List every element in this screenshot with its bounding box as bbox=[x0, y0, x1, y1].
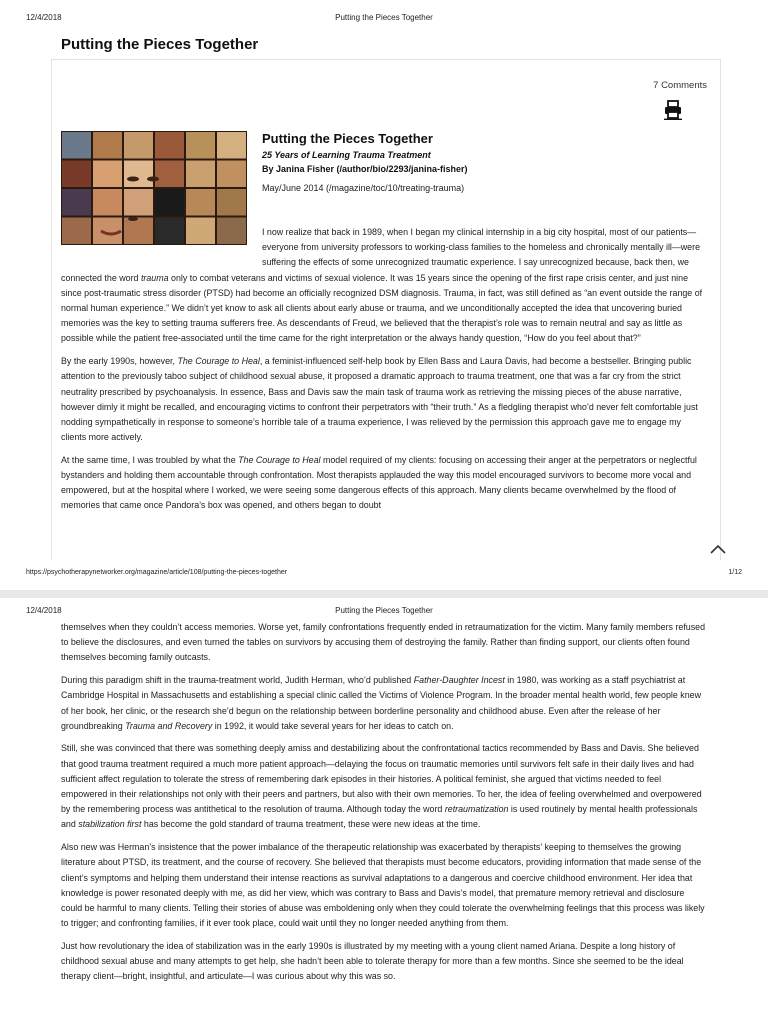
text-run: During this paradigm shift in the trauma-treatment world, Judith Herman, who’d published bbox=[61, 675, 414, 686]
print-page-number: 1/12 bbox=[728, 569, 742, 576]
italic-title-run: trauma bbox=[140, 272, 169, 283]
print-doc-title: Putting the Pieces Together bbox=[335, 13, 433, 22]
print-doc-title-page-2: Putting the Pieces Together bbox=[335, 606, 433, 615]
italic-title-run: The Courage to Heal bbox=[177, 356, 260, 367]
comments-link[interactable]: 7 Comments bbox=[653, 80, 707, 91]
print-date-page-2: 12/4/2018 bbox=[26, 606, 62, 615]
text-run: only to combat veterans and victims of sexual violence. It was 15 years since the opening of the first rape crisis center, and just nine since post-traumatic stress disorder (PTSD) had become an officially recognized DSM diagnosis. Trauma, in fact, was still defined as “an event outside the range of normal human experience.” We didn’t yet know to ask all clients about early abuse or trauma, and we unconditionally accepted the idea that uncovering buried memories was the key to setting trauma sufferers free. As descendants of Freud, we believed that the therapist’s role was to remain neutral and say as little as possible while the patient free-associated until the time came for the right interpretation or the always handy question, “How do you feel about that?” bbox=[61, 272, 703, 344]
pdf-page-2 bbox=[0, 598, 768, 1024]
image-wrap-spacer bbox=[61, 225, 262, 270]
italic-title-run: stabilization first bbox=[78, 819, 142, 830]
text-run: is used routinely by mental health professionals and bbox=[61, 804, 698, 830]
text-run: , a feminist-influenced self-help book by Ellen Bass and Laura Davis, had become a bestseller. Bringing public attention to the previously taboo subject of childhood sexual abuse, it proposed a dramatic approach to trauma treatment, one that was a far cry from the strict neutrality prescribed by psychoanalysis. In essence, Bass and Davis saw the main task of trauma work as retrieving the missing pieces of the abuse narrative, however dimly it might be recalled, and encouraging victims to confront their perpetrators with “their truth.” As a fledgling therapist who’d never felt comfortable just nodding sympathetically in response to someone’s horrible tale of a trauma experience, I was relieved by the permission this approach gave me to engage my clients more actively. bbox=[61, 356, 698, 443]
article-title: Putting the Pieces Together bbox=[262, 131, 433, 146]
paragraph bbox=[61, 354, 708, 445]
italic-title-run: Father-Daughter Incest bbox=[413, 675, 505, 686]
paragraph bbox=[61, 939, 708, 985]
text-run: in 1992, it would take several years for her ideas to catch on. bbox=[212, 720, 454, 731]
paragraph bbox=[61, 620, 708, 666]
article-subtitle: 25 Years of Learning Trauma Treatment bbox=[262, 150, 431, 160]
chevron-up-icon[interactable] bbox=[710, 544, 726, 554]
paragraph bbox=[61, 741, 708, 832]
article-paragraphs-continued bbox=[61, 620, 708, 984]
text-run: themselves when they couldn’t access memories. Worse yet, family confrontations frequently ended in retraumatization for the victim. Many family members refused to believe the disclosures, and even turned the tables on survivors by accusing them of destroying the family. Rather than finding support, our clients often found themselves becoming family outcasts. bbox=[61, 622, 706, 663]
page-separator bbox=[0, 590, 768, 598]
paragraph bbox=[61, 840, 708, 931]
text-run: Just how revolutionary the idea of stabilization was in the early 1990s is illustrated by my meeting with a young client named Ariana. Despite a long history of childhood sexual abuse and many attempts to get help, she hadn’t been able to tolerate therapy for more than a few months. Since she seemed to be the ideal therapy client—bright, insightful, and articulate—I was curious about why this was so. bbox=[61, 940, 684, 982]
site-title: Putting the Pieces Together bbox=[61, 36, 259, 53]
text-run: At the same time, I was troubled by what the bbox=[61, 454, 239, 465]
italic-title-run: The Courage to Heal bbox=[238, 454, 321, 465]
article-body-page-1 bbox=[61, 225, 708, 533]
italic-title-run: Trauma and Recovery bbox=[125, 720, 213, 731]
text-run: I now realize that back in 1989, when I began my clinical internship in a big city hospital, most of our patients—everyone from university professors to working-class families to the homeless and chronically mentally ill—were suffering the effects of some unrecognized traumatic experience. I say unrecognized because, back then, we connected the word bbox=[61, 227, 701, 283]
paragraph bbox=[61, 453, 708, 514]
print-footer-url: https://psychotherapynetworker.org/magazine/article/108/putting-the-pieces-together bbox=[26, 569, 288, 576]
text-run: in 1980, was working as a staff psychiatrist at Cambridge Hospital in Massachusetts and establishing a special clinic called the Victims of Violence Program. In the broader mental health world, few people knew of her book, her clinic, or the research she’d begun on the relationship between borderline personality and childhood abuse. Even after the release of her groundbreaking bbox=[61, 675, 701, 731]
article-issue-link[interactable]: May/June 2014 (/magazine/toc/10/treating-trauma) bbox=[262, 183, 465, 193]
print-date: 12/4/2018 bbox=[26, 13, 62, 22]
text-run: By the early 1990s, however, bbox=[61, 356, 178, 367]
text-run: Also new was Herman’s insistence that the power imbalance of the therapeutic relationship was exacerbated by therapists’ keeping to themselves the growing literature about PTSD, its treatment, and the course of recovery. She believed that therapists must become educators, providing information that made sense of the client’s symptoms and helping them understand their intense reactions as survival adaptations to a dangerous and coercive childhood environment. Her idea that knowledge is power resonated deeply with me, as did her view, which was contrary to Bass and Davis’s model, that premature memory retrieval and disclosure could be harmful to many clients. Telling their stories of abuse was emboldening only when they could tolerate the overwhelming feelings that this process was likely to trigger; and confronting families, if it ever took place, could wait until they no longer needed anything from them. bbox=[61, 842, 705, 929]
article-body-page-2 bbox=[61, 620, 708, 1024]
text-run: has become the gold standard of trauma treatment, these were new ideas at the time. bbox=[141, 819, 481, 830]
article-byline-link[interactable]: By Janina Fisher (/author/bio/2293/janina-fisher) bbox=[262, 164, 468, 174]
paragraph bbox=[61, 673, 708, 734]
text-run: Still, she was convinced that there was something deeply amiss and destabilizing about the confrontational tactics recommended by Bass and Davis. She believed that good trauma treatment required a much more patient approach—delaying the focus on traumatic memories until survivors felt safe in their daily lives and had sufficient affect regulation to tolerate the stress of remembering dark episodes in their histories. A political feminist, she argued that victims needed to feel empowered in their relationships not only with their peers and partners, but also with their own memories. To her, the idea of feeling overwhelmed and overpowered by the remembering process was antithetical to the resolution of trauma. Although today the word bbox=[61, 743, 702, 815]
print-icon[interactable] bbox=[664, 100, 682, 120]
text-run: model required of my clients: focusing on accessing their anger at the perpetrators or neglectful bystanders and holding them accountable through confrontation. Most therapists applauded the way this model encouraged survivors to become more vocal and empowered, but at the hospital where I worked, we were seeing some dangerous effects of this approach. Many clients became overwhelmed by the flood of memories that came once Pandora’s box was opened, and others began to doubt bbox=[61, 454, 697, 511]
italic-title-run: retraumatization bbox=[444, 804, 509, 815]
